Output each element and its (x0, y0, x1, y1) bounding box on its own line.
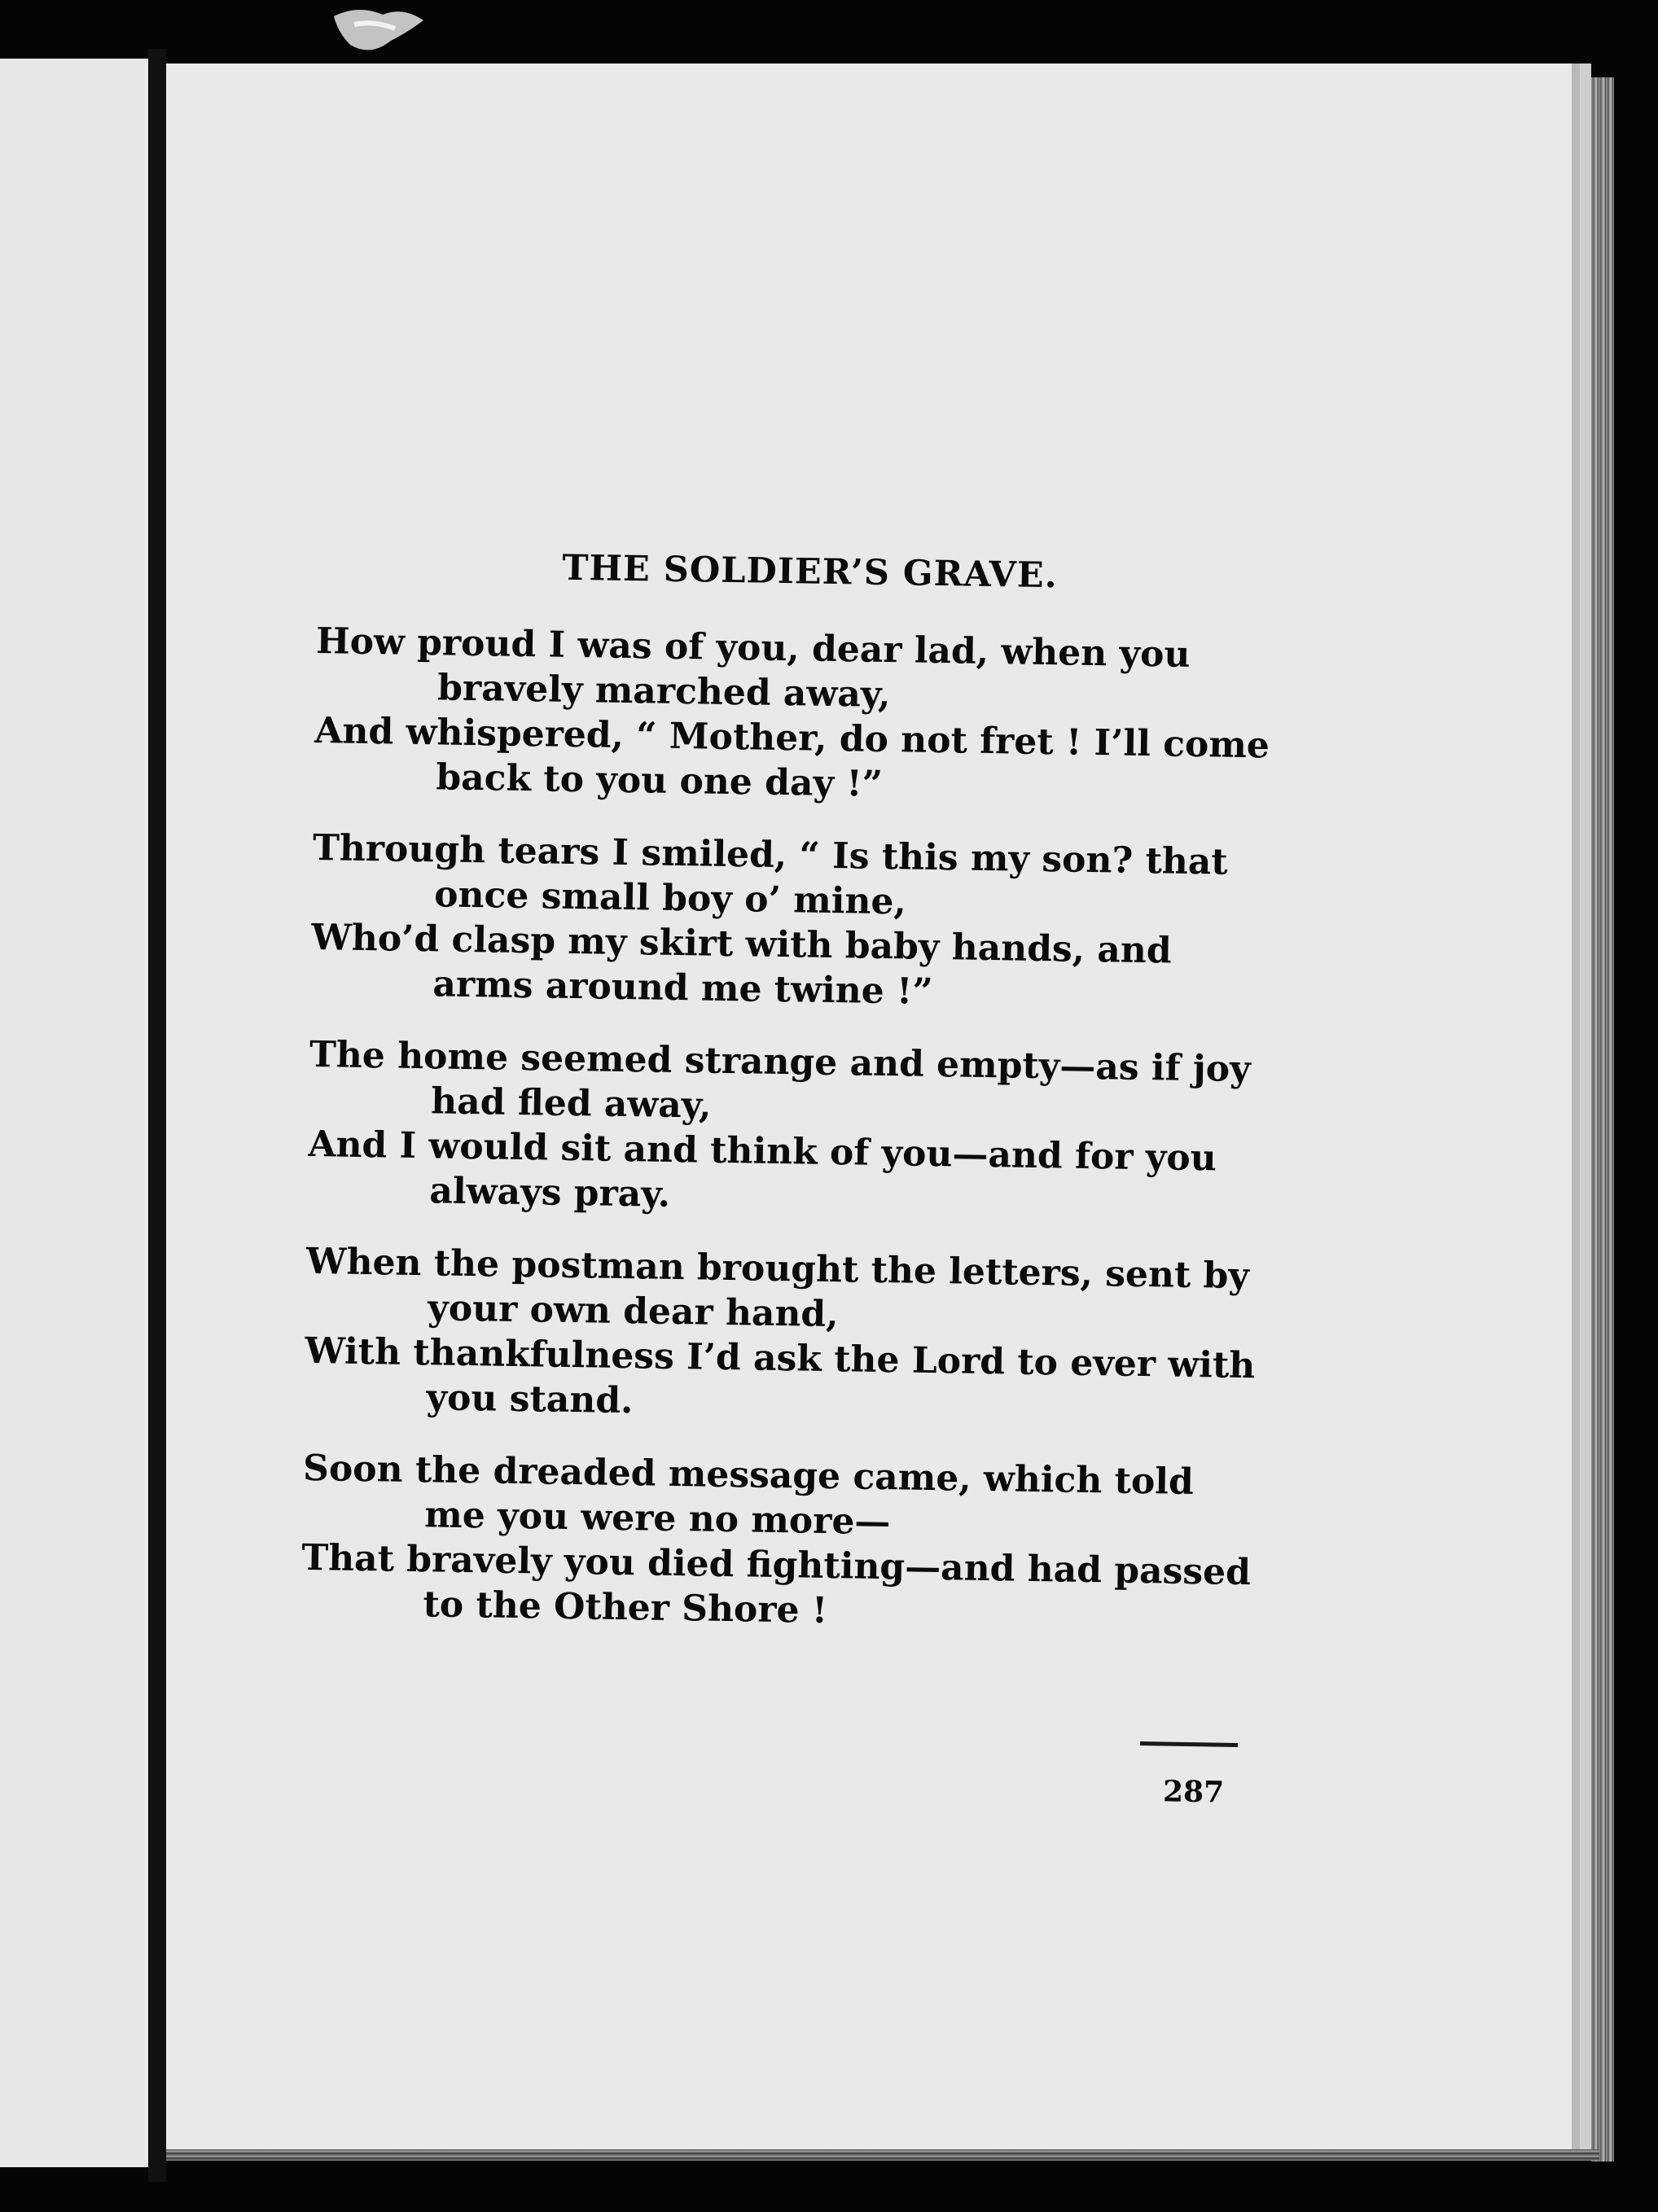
stanza (314, 619, 1277, 813)
poem-line: Through tears I smiled, “ Is this my son? that once small boy o’ mine, (312, 826, 1229, 923)
poem-line: And whispered, “ Mother, do not fret ! I’ll come back to you one day !” (314, 709, 1270, 805)
stanza (307, 1032, 1270, 1227)
page-edge-right (1591, 77, 1614, 2162)
page-edge-bottom (166, 2149, 1599, 2161)
book-gutter (148, 49, 166, 2182)
stanza (310, 826, 1274, 1020)
poem-line: And I would sit and think of you—and for you always pray. (308, 1123, 1217, 1216)
poem-line: When the postman brought the letters, sent by your own dear hand, (305, 1240, 1250, 1336)
paper-smudge (326, 0, 448, 65)
page-number: 287 (1162, 1774, 1225, 1810)
poem-line: With thankfulness I’d ask the Lord to ever with you stand. (305, 1329, 1256, 1422)
poem-line: Soon the dreaded message came, which told me you were no more— (302, 1447, 1195, 1544)
stanza (300, 1446, 1264, 1640)
poem-line: The home seemed strange and empty—as if joy had fled away, (309, 1033, 1252, 1127)
poem (300, 544, 1279, 1667)
poem-line: How proud I was of you, dear lad, when you bravely marched away, (315, 620, 1191, 716)
poem-line: Who’d clasp my skirt with baby hands, and arms around me twine !” (311, 916, 1173, 1013)
poem-line: That bravely you died fighting—and had passed to the Other Shore ! (301, 1536, 1252, 1632)
stanza (304, 1239, 1267, 1434)
facing-page (0, 59, 153, 2167)
poem-title: THE SOLDIER’S GRAVE. (562, 547, 1059, 597)
